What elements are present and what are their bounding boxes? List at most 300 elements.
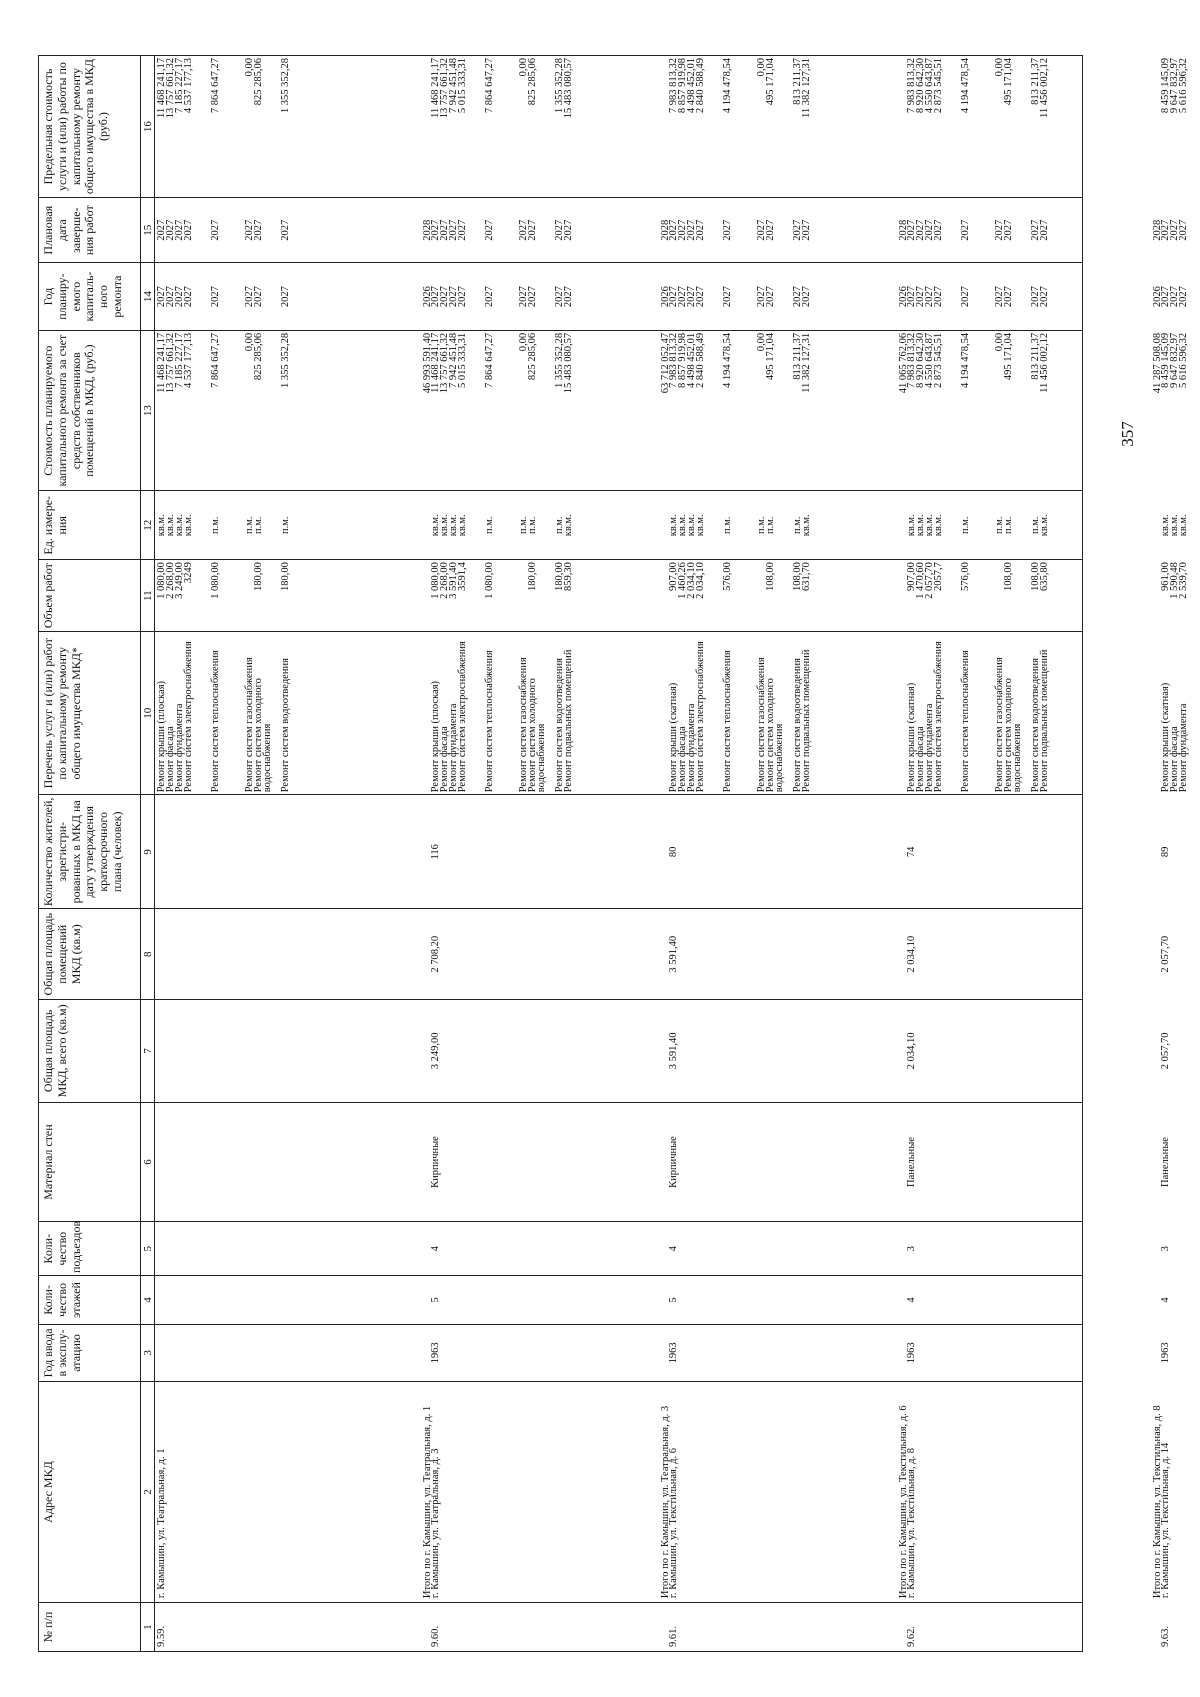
completion-date: 2027	[165, 219, 176, 241]
owner-cost: 15 483 080,57	[563, 332, 574, 394]
col-12-cell	[155, 491, 1189, 559]
completion-date: 2027	[174, 219, 185, 241]
completion-date: 2027	[457, 219, 468, 241]
work-item: Ремонт крыши (плоская)	[156, 680, 167, 793]
unit: кв.м.	[668, 514, 679, 537]
work-volume: 1 080,00	[430, 562, 441, 599]
repair-year-total: 2026	[898, 286, 909, 308]
owner-cost: 0,00	[756, 332, 767, 352]
work-volume: 1 080,00	[210, 562, 221, 599]
total-area: 2 034,10	[906, 1032, 917, 1070]
row-number: 9.62.	[906, 1626, 917, 1647]
address: г. Камышин, ул. Театральная, д. 1	[156, 1448, 167, 1599]
unit: кв.м.	[156, 514, 167, 537]
unit: п.м.	[280, 516, 291, 535]
work-volume: 907,00	[668, 562, 679, 591]
completion-date: 2027	[527, 219, 538, 241]
repair-year: 2027	[801, 286, 812, 308]
unit: кв.м.	[1039, 514, 1050, 537]
residents: 80	[668, 846, 679, 858]
floors: 4	[906, 1297, 917, 1303]
unit: п.м.	[722, 516, 733, 535]
col-5-cell	[155, 1222, 1171, 1275]
unit: кв.м.	[430, 514, 441, 537]
repair-year: 2027	[439, 286, 450, 308]
max-cost: 2 840 588,49	[695, 58, 706, 114]
repair-year: 2027	[933, 286, 944, 308]
work-item: Ремонт систем электроснабжения	[183, 641, 194, 793]
max-cost: 5 616 596,32	[1178, 58, 1189, 114]
work-item: Ремонт систем теплоснабжения	[210, 650, 221, 793]
repair-year-total: 2026	[422, 286, 433, 308]
residents: 116	[430, 844, 441, 860]
unit: п.м.	[756, 516, 767, 535]
column-number: 15	[141, 198, 155, 263]
unit: п.м.	[244, 516, 255, 535]
year-built: 1963	[1160, 1342, 1171, 1364]
header-col-15: Плановая дата заверше-ния работ	[39, 198, 141, 263]
work-volume: 180,00	[554, 562, 565, 591]
repair-year: 2027	[686, 286, 697, 308]
premises-area: 2 057,70	[1160, 935, 1171, 973]
owner-cost-total: 46 993 591,40	[422, 332, 433, 394]
col-10-cell	[155, 632, 1189, 794]
work-volume: 631,70	[801, 562, 812, 591]
repair-year: 2027	[756, 286, 767, 308]
column-number: 6	[141, 1102, 155, 1222]
owner-cost: 1 355 352,28	[554, 332, 565, 388]
completion-date: 2027	[801, 219, 812, 241]
unit: кв.м.	[915, 514, 926, 537]
column-number: 10	[141, 632, 155, 795]
unit: п.м.	[554, 516, 565, 535]
work-item: Ремонт фасада	[915, 726, 926, 793]
unit: кв.м.	[686, 514, 697, 537]
header-col-11: Объем работ	[39, 560, 141, 632]
repair-year: 2027	[915, 286, 926, 308]
address: г. Камышин, ул. Театральная, д. 3	[430, 1448, 441, 1599]
owner-cost: 813 211,37	[792, 332, 803, 380]
total-area: 3 591,40	[668, 1032, 679, 1070]
owner-cost: 7 864 647,27	[484, 332, 495, 388]
repair-year: 2027	[1030, 286, 1041, 308]
column-number: 16	[141, 56, 155, 198]
owner-cost: 13 757 661,32	[439, 332, 450, 394]
work-volume: 576,00	[960, 562, 971, 591]
max-cost: 11 382 127,31	[801, 58, 812, 118]
work-volume: 576,00	[722, 562, 733, 591]
max-cost: 9 647 832,97	[1169, 58, 1180, 114]
work-volume: 907,00	[906, 562, 917, 591]
col-16-cell	[155, 56, 1189, 197]
completion-date: 2027	[756, 219, 767, 241]
completion-date-total: 2028	[898, 219, 909, 241]
max-cost: 1 355 352,28	[280, 58, 291, 114]
header-col-5: Коли-чество подъездов	[39, 1222, 141, 1276]
column-number: 7	[141, 1000, 155, 1102]
repair-year: 2027	[960, 286, 971, 308]
work-item: Ремонт систем газоснабжения	[244, 657, 255, 793]
completion-date: 2027	[994, 219, 1005, 241]
owner-cost: 4 537 177,13	[183, 332, 194, 388]
work-volume: 3 249,00	[174, 562, 185, 599]
max-cost: 13 757 661,32	[439, 58, 450, 119]
col-1-cell	[155, 1603, 1171, 1651]
work-volume: 108,00	[765, 562, 776, 591]
completion-date-total: 2028	[660, 219, 671, 241]
owner-cost: 8 857 919,98	[677, 332, 688, 388]
repair-year: 2027	[792, 286, 803, 308]
work-item: Ремонт крыши (скатная)	[906, 682, 917, 793]
max-cost: 8 920 642,30	[915, 58, 926, 114]
completion-date: 2027	[244, 219, 255, 241]
max-cost: 8 459 145,09	[1160, 58, 1171, 114]
work-item: Ремонт фундамента	[1178, 703, 1189, 793]
repair-year: 2027	[765, 286, 776, 308]
repair-year: 2027	[280, 286, 291, 308]
work-item: Ремонт систем водоотведения	[792, 658, 803, 793]
wall-material: Панельные	[1160, 1137, 1171, 1187]
max-cost: 495 171,04	[1003, 58, 1014, 106]
completion-date: 2027	[668, 219, 679, 241]
work-item: Ремонт систем водоотведения	[280, 658, 291, 793]
unit: кв.м.	[457, 514, 468, 537]
owner-cost: 11 456 002,12	[1039, 332, 1050, 393]
unit: п.м.	[210, 516, 221, 535]
work-volume: 108,00	[1003, 562, 1014, 591]
col-9-cell	[155, 795, 1171, 908]
unit: кв.м.	[448, 514, 459, 537]
wall-material: Кирпичные	[668, 1136, 679, 1188]
owner-cost: 11 468 241,17	[156, 332, 167, 393]
work-volume: 2 034,10	[686, 562, 697, 599]
unit: кв.м.	[801, 514, 812, 537]
completion-date: 2027	[765, 219, 776, 241]
repair-year: 2027	[253, 286, 264, 308]
column-number: 3	[141, 1324, 155, 1381]
unit: кв.м.	[1169, 514, 1180, 537]
col-14-cell	[155, 263, 1189, 330]
max-cost: 13 757 661,32	[165, 58, 176, 119]
owner-cost: 825 285,06	[527, 332, 538, 381]
completion-date: 2027	[1178, 219, 1189, 241]
work-volume: 2 539,70	[1178, 562, 1189, 599]
header-col-8: Общая площадь помещений МКД (кв.м)	[39, 909, 141, 1000]
max-cost: 15 483 080,57	[563, 58, 574, 119]
unit: кв.м.	[563, 514, 574, 537]
col-6-cell	[155, 1103, 1171, 1222]
work-item: Ремонт крыши (скатная)	[1160, 682, 1171, 793]
max-cost: 7 942 451,48	[448, 58, 459, 114]
work-volume: 2 034,10	[695, 562, 706, 599]
owner-cost: 495 171,04	[765, 332, 776, 381]
column-number: 4	[141, 1276, 155, 1325]
work-volume: 2 268,00	[439, 562, 450, 599]
col-15-cell	[155, 198, 1189, 262]
work-volume: 180,00	[253, 562, 264, 591]
column-number: 5	[141, 1222, 155, 1276]
work-item: Ремонт систем газоснабжения	[756, 657, 767, 793]
work-volume: 1 590,48	[1169, 562, 1180, 599]
column-number: 12	[141, 491, 155, 560]
floors: 4	[1160, 1297, 1171, 1303]
max-cost: 813 211,37	[1030, 58, 1041, 105]
work-volume: 1 470,60	[915, 562, 926, 599]
completion-date: 2027	[430, 219, 441, 241]
row-number: 9.59.	[156, 1626, 167, 1647]
work-volume: 1 080,00	[156, 562, 167, 599]
column-number: 11	[141, 560, 155, 632]
work-item: Ремонт систем теплоснабжения	[722, 650, 733, 793]
unit: кв.м.	[165, 514, 176, 537]
residents: 74	[906, 846, 917, 858]
max-cost: 813 211,37	[792, 58, 803, 105]
repair-year: 2027	[1160, 286, 1171, 308]
address-total: Итого по г. Камышин, ул. Театральная, д. 3	[660, 1405, 671, 1599]
max-cost: 495 171,04	[765, 58, 776, 106]
unit: кв.м.	[933, 514, 944, 537]
unit: кв.м.	[183, 514, 194, 537]
work-volume: 108,00	[792, 562, 803, 591]
repair-year: 2027	[994, 286, 1005, 308]
row-number: 9.61.	[668, 1626, 679, 1647]
max-cost: 0,00	[994, 58, 1005, 77]
owner-cost: 4 550 643,87	[924, 332, 935, 388]
max-cost: 1 355 352,28	[554, 58, 565, 114]
max-cost: 4 537 177,13	[183, 58, 194, 114]
header-col-13: Стоимость планируемого капитального ремонта за счет средств собственников помещений в МКД, (руб.)	[39, 330, 141, 491]
owner-cost: 2 873 545,51	[933, 332, 944, 388]
repair-year: 2027	[156, 286, 167, 308]
col-11-cell	[155, 560, 1189, 631]
completion-date: 2027	[1039, 219, 1050, 241]
repair-year: 2027	[1169, 286, 1180, 308]
repair-year: 2027	[1003, 286, 1014, 308]
unit: п.м.	[960, 516, 971, 535]
max-cost: 11 468 241,17	[430, 58, 441, 118]
work-item: Ремонт систем теплоснабжения	[960, 650, 971, 793]
header-col-1: № п/п	[39, 1603, 141, 1652]
repair-year: 2027	[244, 286, 255, 308]
repair-year: 2027	[448, 286, 459, 308]
completion-date: 2027	[915, 219, 926, 241]
work-item: Ремонт систем электроснабжения	[695, 641, 706, 793]
completion-date: 2027	[280, 219, 291, 241]
completion-date: 2027	[439, 219, 450, 241]
unit: п.м.	[518, 516, 529, 535]
repair-year: 2027	[1039, 286, 1050, 308]
completion-date: 2027	[518, 219, 529, 241]
repair-year: 2027	[165, 286, 176, 308]
col-4-cell	[155, 1276, 1171, 1324]
unit: кв.м.	[906, 514, 917, 537]
total-area: 3 249,00	[430, 1032, 441, 1070]
unit: кв.м.	[924, 514, 935, 537]
owner-cost: 11 468 241,17	[430, 332, 441, 393]
unit: п.м.	[1030, 516, 1041, 535]
work-item: Ремонт фасада	[165, 726, 176, 793]
repair-year: 2027	[695, 286, 706, 308]
owner-cost: 7 185 227,17	[174, 332, 185, 388]
total-area: 2 057,70	[1160, 1032, 1171, 1070]
work-item: Ремонт подвальных помещений	[1039, 649, 1050, 793]
owner-cost: 4 498 452,01	[686, 332, 697, 388]
work-volume: 3249	[183, 562, 194, 584]
owner-cost: 0,00	[244, 332, 255, 352]
owner-cost: 9 647 832,97	[1169, 332, 1180, 388]
repair-year: 2027	[722, 286, 733, 308]
work-volume: 961,00	[1160, 562, 1171, 591]
work-volume: 108,00	[1030, 562, 1041, 591]
completion-date: 2027	[253, 219, 264, 241]
unit: п.м.	[253, 516, 264, 535]
wall-material: Панельные	[906, 1137, 917, 1187]
work-item: Ремонт систем газоснабжения	[518, 657, 529, 793]
max-cost: 0,00	[756, 58, 767, 77]
work-volume: 180,00	[280, 562, 291, 591]
repair-year: 2027	[174, 286, 185, 308]
row-number: 9.63.	[1160, 1626, 1171, 1647]
owner-cost-total: 41 065 762,06	[898, 332, 909, 394]
header-col-7: Общая площадь МКД, всего (кв.м)	[39, 1000, 141, 1102]
owner-cost: 11 382 127,31	[801, 332, 812, 393]
owner-cost: 7 942 451,48	[448, 332, 459, 388]
repair-year: 2027	[430, 286, 441, 308]
floors: 5	[668, 1297, 679, 1303]
max-cost: 7 864 647,27	[210, 58, 221, 114]
work-item: Ремонт фасада	[677, 726, 688, 793]
repair-year: 2027	[554, 286, 565, 308]
work-item: Ремонт систем холодного водоснабжения	[765, 678, 785, 793]
column-number: 9	[141, 795, 155, 909]
work-volume: 1 460,26	[677, 562, 688, 599]
work-item: Ремонт фундамента	[448, 703, 459, 793]
year-built: 1963	[430, 1342, 441, 1364]
address: г. Камышин, ул. Текстильная, д. 8	[906, 1448, 917, 1599]
completion-date: 2027	[906, 219, 917, 241]
repair-year: 2027	[457, 286, 468, 308]
repair-year: 2027	[924, 286, 935, 308]
entrances: 3	[1160, 1246, 1171, 1252]
column-number: 2	[141, 1381, 155, 1602]
owner-cost: 0,00	[518, 332, 529, 352]
work-volume: 2 268,00	[165, 562, 176, 599]
owner-cost: 495 171,04	[1003, 332, 1014, 381]
col-2-cell	[155, 1382, 1171, 1602]
completion-date: 2027	[1030, 219, 1041, 241]
work-volume: 3 591,40	[448, 562, 459, 599]
year-built: 1963	[668, 1342, 679, 1364]
col-7-cell	[155, 1000, 1171, 1101]
work-volume: 635,80	[1039, 562, 1050, 591]
work-item: Ремонт систем газоснабжения	[994, 657, 1005, 793]
max-cost: 4 194 478,54	[960, 58, 971, 114]
max-cost: 7 185 227,17	[174, 58, 185, 114]
work-volume: 2057,7	[933, 562, 944, 591]
owner-cost: 0,00	[994, 332, 1005, 352]
max-cost: 0,00	[244, 58, 255, 77]
completion-date: 2027	[183, 219, 194, 241]
max-cost: 825 285,06	[527, 58, 538, 106]
unit: кв.м.	[1178, 514, 1189, 537]
repair-year: 2027	[210, 286, 221, 308]
header-col-3: Год ввода в эксплу-атацию	[39, 1324, 141, 1381]
premises-area: 2 034,10	[906, 935, 917, 973]
owner-cost: 7 983 813,32	[906, 332, 917, 388]
work-item: Ремонт систем водоотведения	[1030, 658, 1041, 793]
owner-cost: 7 864 647,27	[210, 332, 221, 388]
repair-year: 2027	[677, 286, 688, 308]
year-built: 1963	[906, 1342, 917, 1364]
unit: кв.м.	[1160, 514, 1171, 537]
work-item: Ремонт фундамента	[174, 703, 185, 793]
work-item: Ремонт систем холодного водоснабжения	[1003, 678, 1023, 793]
max-cost: 0,00	[518, 58, 529, 77]
max-cost: 5 015 333,31	[457, 58, 468, 114]
completion-date-total: 2028	[1152, 219, 1163, 241]
completion-date: 2027	[563, 219, 574, 241]
entrances: 4	[668, 1246, 679, 1252]
work-item: Ремонт систем электроснабжения	[933, 641, 944, 793]
owner-cost: 825 285,06	[253, 332, 264, 381]
owner-cost-total: 41 287 508,08	[1152, 332, 1163, 394]
header-col-4: Коли-чество этажей	[39, 1276, 141, 1325]
address-total: Итого по г. Камышин, ул. Текстильная, д. 8	[1152, 1405, 1163, 1599]
completion-date: 2027	[686, 219, 697, 241]
completion-date: 2027	[1169, 219, 1180, 241]
unit: п.м.	[484, 516, 495, 535]
unit: кв.м.	[677, 514, 688, 537]
completion-date: 2027	[1160, 219, 1171, 241]
column-number: 13	[141, 330, 155, 491]
owner-cost: 4 194 478,54	[722, 332, 733, 388]
owner-cost: 8 459 145,09	[1160, 332, 1171, 388]
owner-cost-total: 63 712 052,47	[660, 332, 671, 394]
completion-date: 2027	[554, 219, 565, 241]
work-item: Ремонт крыши (плоская)	[430, 680, 441, 793]
premises-area: 2 708,20	[430, 935, 441, 973]
header-col-6: Материал стен	[39, 1102, 141, 1222]
work-volume: 2 057,70	[924, 562, 935, 599]
completion-date: 2027	[156, 219, 167, 241]
work-item: Ремонт систем водоотведения	[554, 658, 565, 793]
work-volume: 859,30	[563, 562, 574, 591]
work-item: Ремонт фасада	[1169, 726, 1180, 793]
max-cost: 8 857 919,98	[677, 58, 688, 114]
repair-year: 2027	[527, 286, 538, 308]
completion-date: 2027	[924, 219, 935, 241]
address: г. Камышин, ул. Текстильная, д. 14	[1160, 1442, 1171, 1599]
entrances: 4	[430, 1246, 441, 1252]
address-total: Итого по г. Камышин, ул. Текстильная, д. 6	[898, 1405, 909, 1599]
work-volume: 1 080,00	[484, 562, 495, 599]
completion-date: 2027	[484, 219, 495, 241]
header-col-10: Перечень услуг и (или) работ по капитальному ремонту общего имущества МКД*	[39, 632, 141, 795]
max-cost: 11 468 241,17	[156, 58, 167, 118]
repair-year: 2027	[668, 286, 679, 308]
work-item: Ремонт систем холодного водоснабжения	[527, 678, 547, 793]
unit: кв.м.	[439, 514, 450, 537]
max-cost: 4 550 643,87	[924, 58, 935, 114]
unit: п.м.	[792, 516, 803, 535]
work-item: Ремонт крыши (скатная)	[668, 682, 679, 793]
repair-year: 2027	[563, 286, 574, 308]
owner-cost: 13 757 661,32	[165, 332, 176, 394]
repair-year: 2027	[1178, 286, 1189, 308]
max-cost: 2 873 545,51	[933, 58, 944, 114]
completion-date: 2027	[960, 219, 971, 241]
residents: 89	[1160, 846, 1171, 858]
